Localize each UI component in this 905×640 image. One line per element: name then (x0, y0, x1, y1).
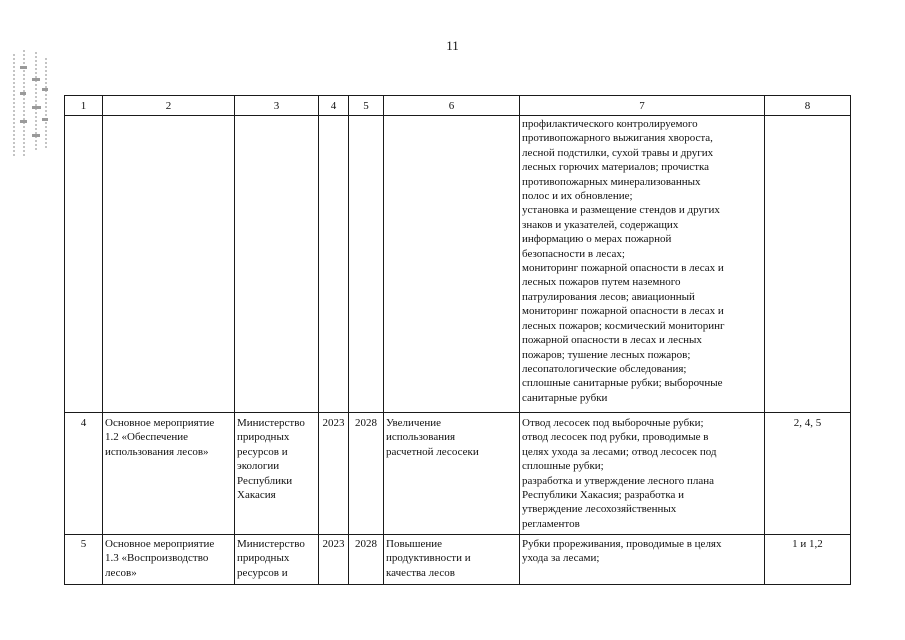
header-cell: 1 (65, 96, 103, 116)
text-line: Повышение (386, 538, 443, 550)
empty-cell (235, 116, 319, 413)
measures-cell (520, 535, 765, 585)
indicators-cell: 2, 4, 5 (765, 413, 851, 535)
header-cell: 3 (235, 96, 319, 116)
empty-cell (103, 116, 235, 413)
program-measures-table (64, 95, 851, 585)
text-line: знаков и указателей, содержащих (522, 218, 679, 231)
text-line: Увеличение (386, 417, 442, 429)
text-line: отвод лесосек под рубки, проводимые в (522, 431, 709, 444)
text-line: 1.3 «Воспроизводство (105, 552, 209, 565)
text-line: лесопатологические обследования; (522, 362, 687, 375)
text-line: пожаров; тушение лесных пожаров; (522, 348, 691, 361)
text-line: ресурсов и (237, 566, 288, 579)
text-line: разработка и утверждение лесного плана (522, 474, 715, 487)
text-line: природных (237, 431, 290, 444)
text-line: Рубки прореживания, проводимые в целях (522, 538, 722, 550)
executor-cell (235, 535, 319, 585)
start-year-cell: 2023 (319, 413, 349, 535)
text-line: информацию о мерах пожарной (522, 233, 672, 246)
empty-cell (765, 116, 851, 413)
text-line: лесов» (105, 566, 137, 579)
text-line: санитарные рубки (522, 391, 608, 404)
empty-cell (384, 116, 520, 413)
table-row (65, 535, 851, 585)
text-line: Республики Хакасия; разработка и (522, 489, 685, 502)
text-line: использования лесов» (105, 445, 209, 458)
text-line: безопасности в лесах; (522, 247, 625, 260)
empty-cell (65, 116, 103, 413)
text-line: расчетной лесосеки (386, 445, 479, 458)
text-line: лесных пожаров; космический мониторинг (522, 319, 725, 332)
header-cell: 5 (349, 96, 384, 116)
text-line: мониторинг пожарной опасности в лесах и (522, 305, 724, 318)
text-line: установка и размещение стендов и других (522, 204, 720, 217)
text-line: Отвод лесосек под выборочные рубки; (522, 417, 704, 429)
end-year-cell: 2028 (349, 535, 384, 585)
header-cell: 7 (520, 96, 765, 116)
text-line: целях ухода за лесами; отвод лесосек под (522, 445, 717, 458)
text-line: противопожарного выжигания хвороста, (522, 132, 713, 145)
text-line: лесных пожаров путем наземного (522, 276, 681, 289)
measures-cell (520, 413, 765, 535)
start-year-cell: 2023 (319, 535, 349, 585)
end-year-cell: 2028 (349, 413, 384, 535)
text-line: патрулирования лесов; авиационный (522, 290, 695, 303)
table-header-row (65, 96, 851, 116)
text-line: лесной подстилки, сухой травы и других (522, 146, 714, 159)
table-row-continuation (65, 116, 851, 413)
header-cell: 2 (103, 96, 235, 116)
header-cell: 4 (319, 96, 349, 116)
empty-cell (319, 116, 349, 413)
result-cell (384, 535, 520, 585)
text-line: лесных горючих материалов; прочистка (522, 161, 710, 174)
text-line: ухода за лесами; (522, 552, 600, 565)
text-line: Министерство (237, 417, 305, 429)
event-cell (103, 535, 235, 585)
event-cell (103, 413, 235, 535)
text-line: экологии (237, 460, 280, 473)
row-number-cell: 5 (65, 535, 103, 585)
empty-cell (349, 116, 384, 413)
text-line: профилактического контролируемого (522, 118, 698, 130)
text-line: противопожарных минерализованных (522, 175, 701, 188)
header-cell: 8 (765, 96, 851, 116)
text-line: ресурсов и (237, 445, 288, 458)
header-cell: 6 (384, 96, 520, 116)
text-line: Основное мероприятие (105, 417, 215, 429)
text-line: сплошные санитарные рубки; выборочные (522, 377, 723, 390)
text-line: продуктивности и (386, 552, 471, 565)
text-line: регламентов (522, 517, 580, 530)
text-line: Республики (237, 474, 293, 487)
executor-cell (235, 413, 319, 535)
text-line: пожарной опасности в лесах и лесных (522, 334, 702, 347)
table-row (65, 413, 851, 535)
row-number-cell: 4 (65, 413, 103, 535)
text-line: Основное мероприятие (105, 538, 215, 550)
text-line: полос и их обновление; (522, 190, 633, 203)
text-line: качества лесов (386, 566, 455, 579)
text-line: сплошные рубки; (522, 460, 604, 473)
page-number: 11 (446, 38, 459, 53)
text-line: использования (386, 431, 456, 444)
text-line: мониторинг пожарной опасности в лесах и (522, 262, 724, 275)
text-line: Министерство (237, 538, 305, 550)
measures-cell (520, 116, 765, 413)
registration-stamp-image (10, 48, 52, 160)
text-line: 1.2 «Обеспечение (105, 431, 188, 444)
indicators-cell: 1 и 1,2 (765, 535, 851, 585)
text-line: природных (237, 552, 290, 565)
text-line: утверждение лесохозяйственных (522, 503, 677, 516)
text-line: Хакасия (237, 489, 276, 502)
result-cell (384, 413, 520, 535)
